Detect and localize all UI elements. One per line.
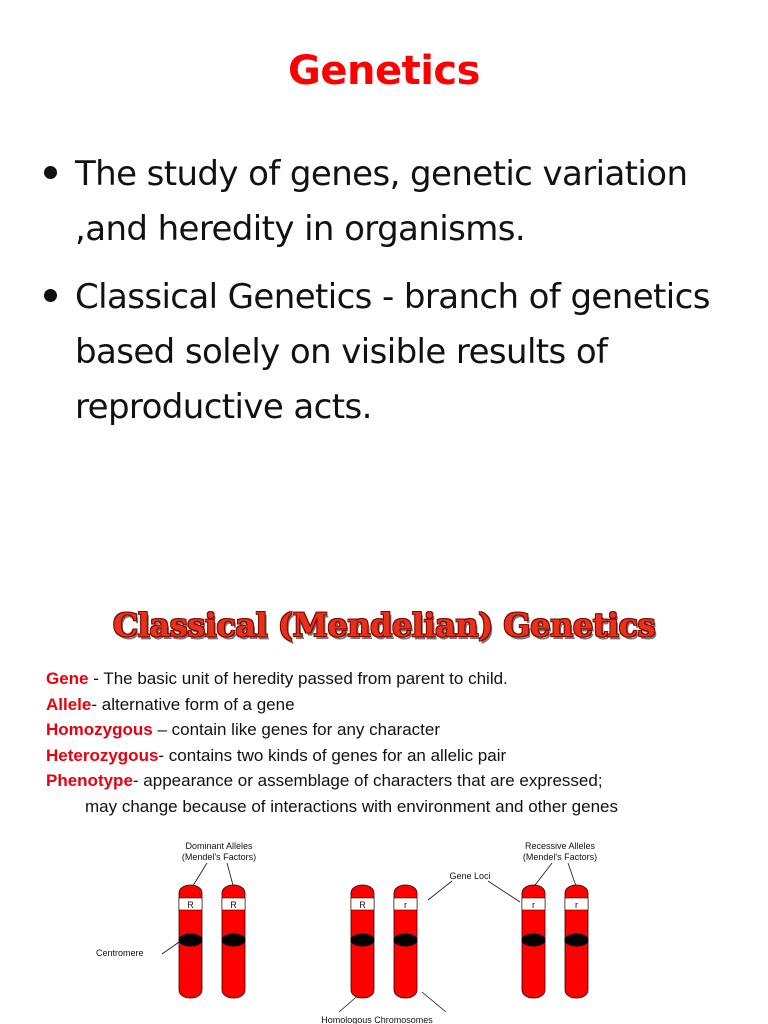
bullet-item [40, 270, 740, 435]
dominant-alleles-sublabel: (Mendel's Factors) [181, 852, 257, 862]
bullet-item [40, 147, 740, 257]
definition-homozygous [46, 717, 762, 743]
bullet-icon [44, 289, 57, 302]
dominant-alleles-label: Dominant Alleles [185, 841, 253, 851]
centromere-icon [179, 934, 203, 947]
bullet-icon [44, 166, 57, 179]
homologous-chromosomes-label: Homologous Chromosomes [321, 1015, 433, 1024]
chromosome-group [179, 885, 589, 998]
centromere-icon [565, 934, 589, 947]
allele-letter: r [404, 900, 407, 910]
definition-allele [46, 692, 762, 718]
chromosome [351, 885, 375, 998]
centromere-icon [222, 934, 246, 947]
centromere-label: Centromere [96, 948, 144, 958]
definition-heterozygous [46, 743, 762, 769]
allele-letter: R [187, 900, 194, 910]
slide-title: Genetics [288, 48, 480, 94]
definition-text: – contain like genes for any character [152, 720, 441, 740]
homologous-leader-right [422, 992, 446, 1012]
definition-term: Allele [46, 694, 92, 714]
definition-term: Homozygous [46, 720, 153, 740]
definition-continuation: may change because of interactions with environment and other genes [85, 796, 618, 816]
definition-phenotype [46, 768, 762, 794]
definition-term: Phenotype [46, 771, 133, 791]
definition-text: - contains two kinds of genes for an allelic pair [158, 745, 507, 765]
centromere-icon [394, 934, 418, 947]
definition-text: - The basic unit of heredity passed from parent to child. [88, 669, 508, 688]
chromosome [179, 885, 203, 998]
bullet-text: Classical Genetics - branch of genetics based solely on visible results of reproductive acts. [75, 277, 710, 427]
allele-letter: R [359, 900, 366, 910]
allele-letter: r [532, 900, 535, 910]
definition-term: Gene [46, 669, 89, 688]
section-heading: Classical (Mendelian) Genetics [112, 606, 656, 644]
definition-text: - alternative form of a gene [91, 694, 295, 714]
chromosome-diagram [0, 830, 768, 1024]
recessive-alleles-label: Recessive Alleles [524, 841, 596, 851]
centromere-icon [351, 934, 375, 947]
allele-letter: r [575, 900, 578, 910]
definition-term: Heterozygous [46, 745, 159, 765]
chromosome [394, 885, 418, 998]
definition-gene [46, 666, 762, 692]
chromosome [522, 885, 546, 998]
gene-loci-leader-right [488, 881, 520, 902]
bullet-list [40, 147, 740, 448]
recessive-alleles-sublabel: (Mendel's Factors) [522, 852, 598, 862]
chromosome [565, 885, 589, 998]
centromere-icon [522, 934, 546, 947]
allele-letter: R [230, 900, 237, 910]
definition-text: - appearance or assemblage of characters that are expressed; [132, 771, 603, 791]
gene-loci-leader-left [428, 881, 452, 900]
definition-list [46, 666, 762, 820]
gene-loci-label: Gene Loci [449, 871, 491, 881]
chromosome [222, 885, 246, 998]
bullet-text: The study of genes, genetic variation ,and heredity in organisms. [75, 154, 688, 249]
